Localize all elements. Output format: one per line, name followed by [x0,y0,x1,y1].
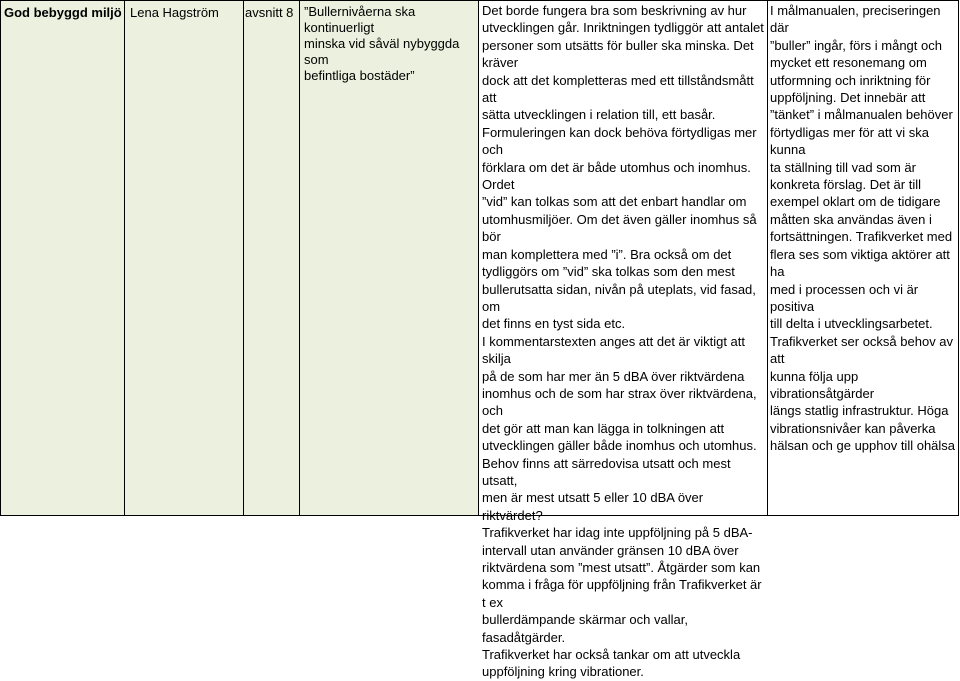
name-text: Lena Hagström [130,5,219,20]
response-text: I målmanualen, preciseringen där ”buller” ingår, förs i mångt och mycket ett resonemang om utformning och inriktning för uppföljning. Det innebär att ”tänket” i målmanualen behöver förtydligas mer för att vi ska kunna ta ställning till vad som är konkreta förslag. Det är till exempel oklart om de tidigare måtten ska användas även i fortsättningen. Trafikverket med flera ses som viktiga aktörer att ha med i processen och vi är positiva till delta i utvecklingsarbetet. Trafikverket ser också behov av att kunna följa upp vibrationsåtgärder längs statlig infrastruktur. Höga vibrationsnivåer kan påverka hälsan och ge upphov till ohälsa [770,3,956,454]
section-text: avsnitt 8 [245,5,294,20]
cell-section[interactable] [244,1,300,515]
area-text: God bebyggd miljö [4,5,122,20]
cell-quote[interactable] [300,1,479,515]
comment-text: Det borde fungera bra som beskrivning av hur utvecklingen går. Inriktningen tydliggör att antalet personer som utsätts för buller ska minska. Det kräver dock att det kompletteras med ett tillståndsmått att sätta utvecklingen i relation till, ett basår. Formuleringen kan dock behöva förtydligas mer och förklara om det är både utomhus och inomhus. Ordet ”vid” kan tolkas som att det enbart handlar om utomhusmiljöer. Om det även gäller inomhus så bör man komplettera med ”i”. Bra också om det tydliggörs om ”vid” ska tolkas som den mest bullerutsatta sidan, nivån på uteplats, vid fasad, om det finns en tyst sida etc. I kommentarstexten anges att det är viktigt att skilja på de som har mer än 5 dBA över riktvärdena inomhus och de som har strax över riktvärdena, och det gör att man kan lägga in tolkningen att utvecklingen gäller både inomhus och utomhus. Behov finns att särredovisa utsatt och mest utsatt, men är mest utsatt 5 eller 10 dBA över riktvärdet? Trafikverket har idag inte uppföljning på 5 dBA- intervall utan använder gränsen 10 dBA över riktvärdena som ”mest utsatt”. Åtgärder som kan komma i fråga för uppföljning från Trafikverket är t ex bullerdämpande skärmar och vallar, fasadåtgärder. Trafikverket har också tankar om att utveckla uppföljning kring vibrationer. [482,3,764,680]
table-row [1,1,959,680]
quote-text: ”Bullernivåerna ska kontinuerligt minska vid såväl nybyggda som befintliga bostäder” [304,4,460,83]
cell-name[interactable] [125,1,244,515]
cell-area[interactable] [1,1,125,515]
cell-response[interactable] [768,1,959,515]
cell-comment[interactable] [479,1,768,680]
